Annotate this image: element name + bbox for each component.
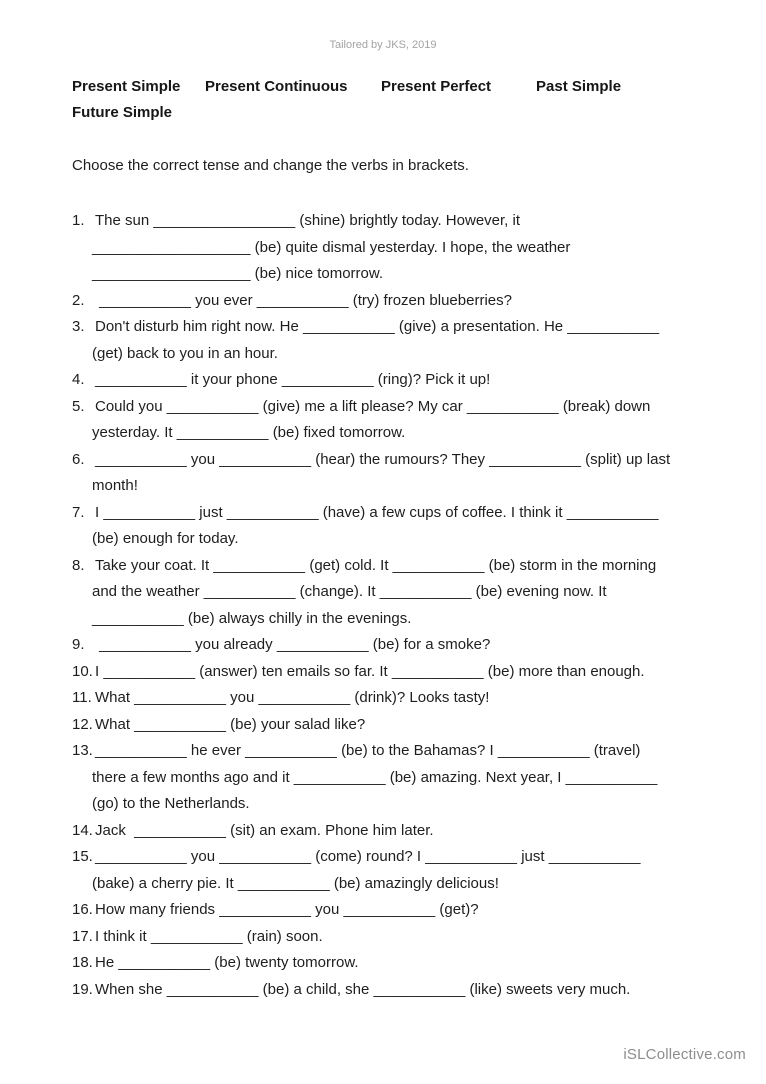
exercise-item-6 <box>72 447 710 500</box>
credit-line: Tailored by JKS, 2019 <box>329 39 437 51</box>
item-text: I think it ___________ (rain) soon. <box>95 927 323 945</box>
item-number: 2. <box>72 291 85 309</box>
item-text: Could you ___________ (give) me a lift please? My car ___________ (break) down <box>95 397 651 415</box>
item-text: yesterday. It ___________ (be) fixed tomorrow. <box>92 424 406 441</box>
exercise-line <box>72 367 710 394</box>
exercise-item-13 <box>72 738 710 818</box>
item-text: Take your coat. It ___________ (get) cold. It ___________ (be) storm in the morning <box>95 556 657 574</box>
exercise-list <box>72 208 710 1003</box>
exercise-line <box>72 447 710 474</box>
tense-list <box>72 74 710 100</box>
exercise-line <box>72 897 710 924</box>
exercise-line <box>72 208 710 235</box>
exercise-item-8 <box>72 553 710 633</box>
exercise-item-5 <box>72 394 710 447</box>
item-number: 3. <box>72 318 85 335</box>
item-text: ___________ you ___________ (hear) the rumours? They ___________ (split) up last <box>95 450 671 468</box>
item-number: 10. <box>72 662 93 680</box>
item-number: 4. <box>72 371 85 388</box>
item-text: I ___________ just ___________ (have) a few cups of coffee. I think it ___________ <box>95 503 659 521</box>
exercise-line <box>72 977 710 1004</box>
exercise-line <box>72 261 710 288</box>
item-text: there a few months ago and it ___________ (be) amazing. Next year, I ___________ <box>92 768 658 786</box>
item-text: ___________ it your phone ___________ (ring)? Pick it up! <box>95 371 491 388</box>
exercise-item-19 <box>72 977 710 1004</box>
item-text: ___________ (be) always chilly in the evenings. <box>92 609 412 627</box>
exercise-item-10 <box>72 659 710 686</box>
item-number: 9. <box>72 636 85 653</box>
exercise-item-17 <box>72 924 710 951</box>
exercise-item-1 <box>72 208 710 288</box>
exercise-line <box>72 288 710 315</box>
exercise-line <box>72 791 710 818</box>
item-text: (get) back to you in an hour. <box>92 344 278 362</box>
exercise-item-3 <box>72 314 710 367</box>
exercise-line <box>72 765 710 792</box>
item-number: 13. <box>72 742 93 759</box>
exercise-item-12 <box>72 712 710 739</box>
item-text: I ___________ (answer) ten emails so far. It ___________ (be) more than enough. <box>95 662 645 680</box>
exercise-line <box>72 712 710 739</box>
exercise-line <box>72 473 710 500</box>
item-number: 15. <box>72 848 93 865</box>
item-text: Don't disturb him right now. He ___________ (give) a presentation. He ___________ <box>95 318 660 335</box>
item-text: How many friends ___________ you ___________ (get)? <box>95 901 479 918</box>
item-text: (bake) a cherry pie. It ___________ (be) amazingly delicious! <box>92 874 499 892</box>
item-text: ___________________ (be) quite dismal yesterday. I hope, the weather <box>92 238 571 256</box>
exercise-line <box>72 579 710 606</box>
item-text: and the weather ___________ (change). It ___________ (be) evening now. It <box>92 583 607 600</box>
exercise-line <box>72 341 710 368</box>
exercise-item-18 <box>72 950 710 977</box>
item-text: ___________ you ___________ (come) round? I ___________ just ___________ <box>95 848 641 865</box>
item-text: Jack ___________ (sit) an exam. Phone him later. <box>95 821 434 839</box>
exercise-item-9 <box>72 632 710 659</box>
exercise-line <box>72 553 710 580</box>
exercise-line <box>72 606 710 633</box>
exercise-line <box>72 659 710 686</box>
exercise-line <box>72 420 710 447</box>
item-text: ___________ you already ___________ (be) for a smoke? <box>95 636 491 653</box>
item-text: He ___________ (be) twenty tomorrow. <box>95 954 359 971</box>
item-text: (be) enough for today. <box>92 530 239 547</box>
instruction: Choose the correct tense and change the verbs in brackets. <box>72 157 469 174</box>
item-text: (go) to the Netherlands. <box>92 795 250 812</box>
item-text: The sun _________________ (shine) brightly today. However, it <box>95 212 521 229</box>
item-number: 18. <box>72 954 93 971</box>
item-number: 11. <box>72 689 92 706</box>
exercise-line <box>72 526 710 553</box>
exercise-line <box>72 394 710 421</box>
item-number: 14. <box>72 821 93 839</box>
tense-future-simple: Future Simple <box>72 104 173 121</box>
item-text: ___________ you ever ___________ (try) frozen blueberries? <box>95 291 512 309</box>
item-number: 12. <box>72 715 93 733</box>
item-number: 19. <box>72 980 93 998</box>
tense-present-simple: Present Simple <box>72 78 181 95</box>
exercise-item-2 <box>72 288 710 315</box>
exercise-item-16 <box>72 897 710 924</box>
item-number: 7. <box>72 503 85 521</box>
exercise-item-4 <box>72 367 710 394</box>
item-number: 6. <box>72 450 85 468</box>
islcollective-watermark: iSLCollective.com <box>623 1046 746 1063</box>
exercise-line <box>72 871 710 898</box>
exercise-item-11 <box>72 685 710 712</box>
item-number: 1. <box>72 212 85 229</box>
tense-present-perfect: Present Perfect <box>381 78 492 95</box>
exercise-line <box>72 738 710 765</box>
tense-past-simple: Past Simple <box>536 78 622 95</box>
item-text: What ___________ you ___________ (drink)? Looks tasty! <box>95 689 490 706</box>
item-number: 16. <box>72 901 93 918</box>
item-text: month! <box>92 477 138 494</box>
exercise-line <box>72 924 710 951</box>
item-number: 8. <box>72 556 85 574</box>
exercise-line <box>72 818 710 845</box>
exercise-line <box>72 950 710 977</box>
exercise-line <box>72 685 710 712</box>
exercise-line <box>72 235 710 262</box>
exercise-line <box>72 314 710 341</box>
item-text: ___________________ (be) nice tomorrow. <box>92 265 384 282</box>
item-text: ___________ he ever ___________ (be) to the Bahamas? I ___________ (travel) <box>95 742 641 759</box>
item-text: What ___________ (be) your salad like? <box>95 715 366 733</box>
item-number: 17. <box>72 927 93 945</box>
exercise-line <box>72 632 710 659</box>
exercise-line <box>72 844 710 871</box>
exercise-item-15 <box>72 844 710 897</box>
exercise-line <box>72 500 710 527</box>
item-text: When she ___________ (be) a child, she ___________ (like) sweets very much. <box>95 980 631 998</box>
item-number: 5. <box>72 397 85 415</box>
tense-present-continuous: Present Continuous <box>205 78 348 95</box>
exercise-item-14 <box>72 818 710 845</box>
exercise-item-7 <box>72 500 710 553</box>
